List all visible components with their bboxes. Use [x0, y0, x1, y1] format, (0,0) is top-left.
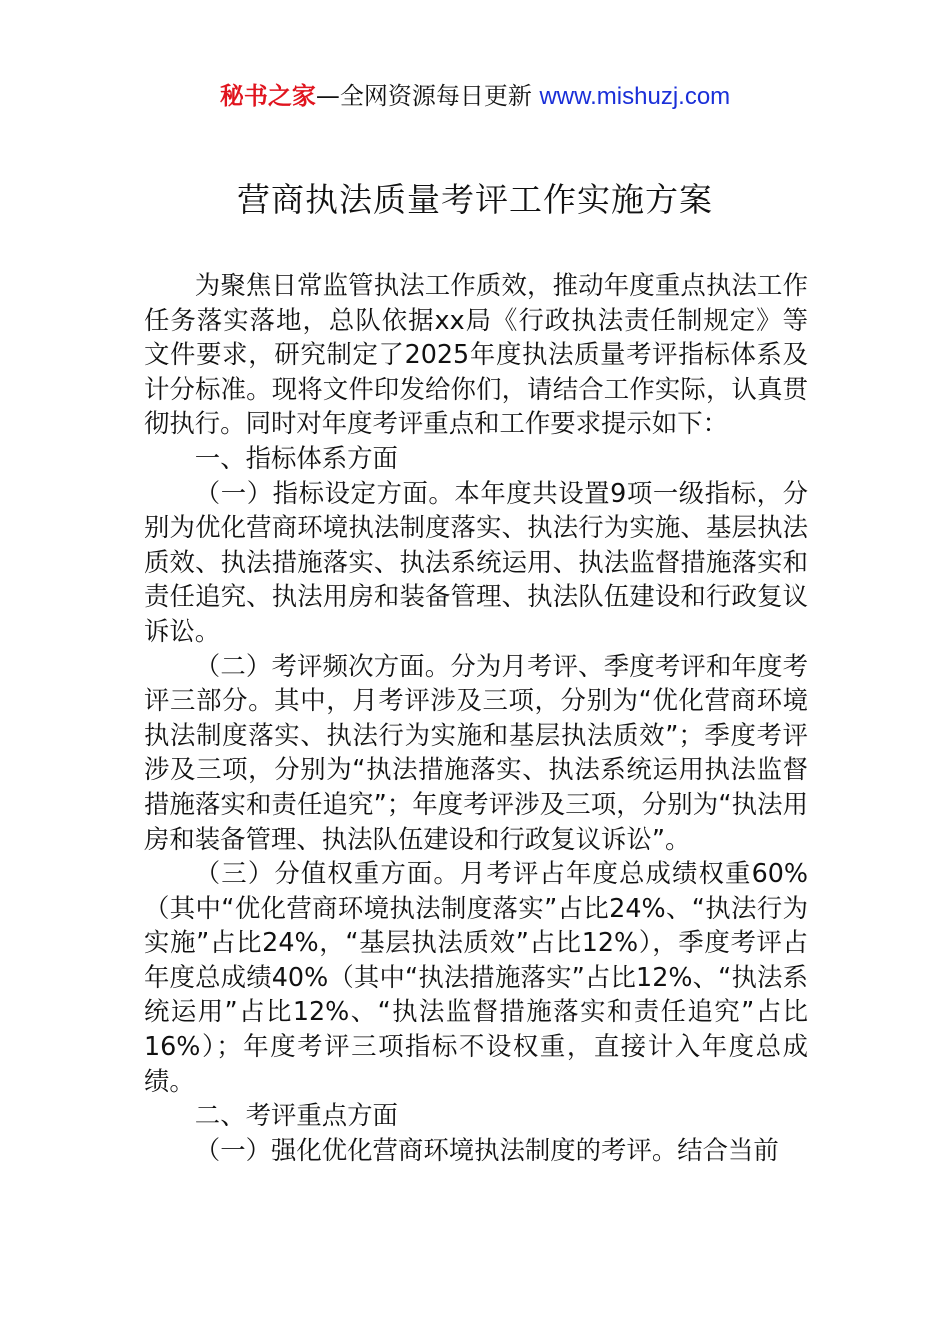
section-heading-1: 一、指标体系方面 [194, 442, 398, 473]
site-banner [0, 78, 950, 115]
paragraph-indicator-setting: （一）指标设定方面。本年度共设置9项一级指标，分别为优化营商环境执法制度落实、执法行为实施、基层执法质效、执法措施落实、执法系统运用、执法监督措施落实和责任追究、执法用房和装备管理、执法队伍建设和行政复议诉讼。 [144, 477, 808, 646]
paragraph-evaluation-frequency: （二）考评频次方面。分为月考评、季度考评和年度考评三部分。其中，月考评涉及三项，分别为“优化营商环境执法制度落实、执法行为实施和基层执法质效”；季度考评涉及三项，分别为“执法措施落实、执法系统运用执法监督措施落实和责任追究”；年度考评涉及三项，分别为“执法用房和装备管理、执法队伍建设和行政复议诉讼”。 [144, 650, 808, 854]
document-title: 营商执法质量考评工作实施方案 [237, 180, 713, 219]
site-url-link[interactable]: www.mishuzj.com [539, 83, 731, 110]
brand-name: 秘书之家 [219, 82, 316, 110]
paragraph-score-weight: （三）分值权重方面。月考评占年度总成绩权重60%（其中“优化营商环境执法制度落实”占比24%、“执法行为实施”占比24%，“基层执法质效”占比12%），季度考评占年度总成绩40%（其中“执法措施落实”占比12%、“执法系统运用”占比12%、“执法监督措施落实和责任追究”占比16%）；年度考评三项指标不设权重，直接计入年度总成绩。 [144, 858, 808, 1096]
paragraph-key-point-1: （一）强化优化营商环境执法制度的考评。结合当前 [194, 1134, 779, 1165]
intro-paragraph: 为聚焦日常监管执法工作质效，推动年度重点执法工作任务落实落地，总队依据xx局《行政执法责任制规定》等文件要求，研究制定了2025年度执法质量考评指标体系及计分标准。现将文件印发给你们，请结合工作实际，认真贯彻执行。同时对年度考评重点和工作要求提示如下： [144, 270, 808, 439]
banner-tagline: —全网资源每日更新 [315, 82, 540, 110]
section-heading-2: 二、考评重点方面 [194, 1100, 398, 1131]
document-body [144, 268, 808, 1167]
